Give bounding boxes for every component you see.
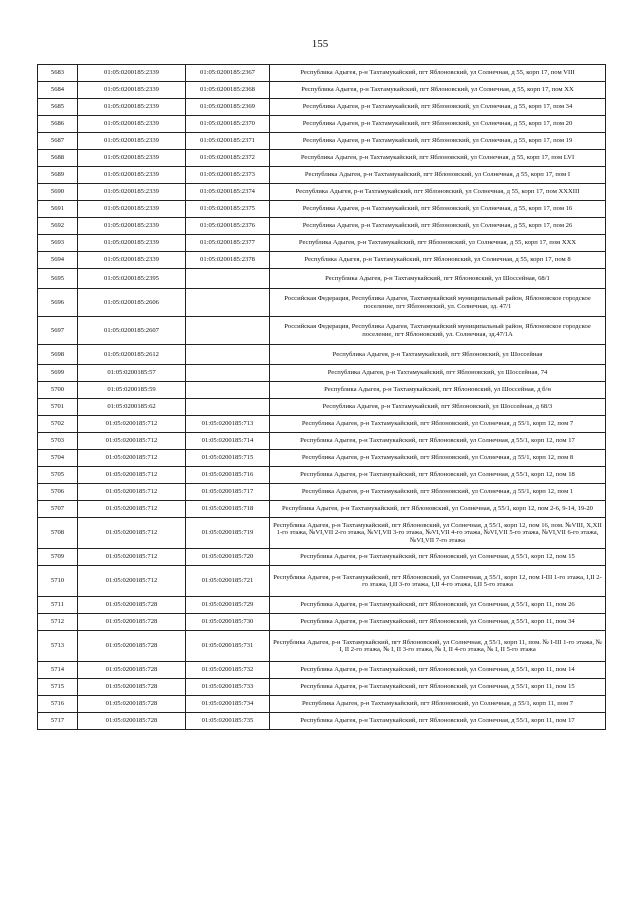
row-number-cell: 5687	[38, 133, 78, 150]
row-number-cell: 5712	[38, 614, 78, 631]
table-row	[38, 218, 606, 235]
row-number-cell: 5689	[38, 167, 78, 184]
parent-cadastral-number-cell: 01:05:0200185:712	[78, 518, 186, 549]
address-cell: Республика Адыгея, р-н Тахтамукайский, пгт Яблоновский, ул Солнечная, д 55, корп 17, пом VIII	[270, 65, 606, 82]
row-number-cell: 5693	[38, 235, 78, 252]
page-number: 155	[311, 38, 329, 50]
cadastral-number-cell: 01:05:0200185:734	[186, 696, 270, 713]
address-cell: Республика Адыгея, р-н Тахтамукайский, пгт Яблоновский, ул Солнечная, д 55, корп 17, пом LVI	[270, 150, 606, 167]
parent-cadastral-number-cell: 01:05:0200185:712	[78, 566, 186, 597]
table-row	[38, 501, 606, 518]
parent-cadastral-number-cell: 01:05:0200185:728	[78, 614, 186, 631]
table-row	[38, 65, 606, 82]
row-number-cell: 5695	[38, 269, 78, 289]
address-cell: Республика Адыгея, р-н Тахтамукайский, пгт Яблоновский, ул Солнечная, д 55, корп 17, пом XXXIII	[270, 184, 606, 201]
address-cell: Республика Адыгея, р-н Тахтамукайский, пгт Яблоновский, ул Солнечная, д 55/1, корп 11, пом 15	[270, 679, 606, 696]
row-number-cell: 5708	[38, 518, 78, 549]
table-row	[38, 679, 606, 696]
parent-cadastral-number-cell: 01:05:0200185:728	[78, 662, 186, 679]
parent-cadastral-number-cell: 01:05:0200185:2339	[78, 133, 186, 150]
address-cell: Республика Адыгея, р-н Тахтамукайский, пгт Яблоновский, ул Солнечная, д 55/1, корп 12, пом I-III 1-го этажа, I,II 2-го этажа, I,II 3-го этажа, I,II 4-го этажа, I,II 5-го этажа	[270, 566, 606, 597]
table-row	[38, 631, 606, 662]
cadastral-number-cell: 01:05:0200185:732	[186, 662, 270, 679]
parent-cadastral-number-cell: 01:05:0200185:712	[78, 433, 186, 450]
row-number-cell: 5713	[38, 631, 78, 662]
table-row	[38, 116, 606, 133]
table-row	[38, 713, 606, 730]
row-number-cell: 5701	[38, 399, 78, 416]
address-cell: Республика Адыгея, р-н Тахтамукайский, пгт Яблоновский, ул Солнечная, д 55/1, корп 11, пом 14	[270, 662, 606, 679]
cadastral-number-cell: 01:05:0200185:2372	[186, 150, 270, 167]
row-number-cell: 5711	[38, 597, 78, 614]
table-row	[38, 382, 606, 399]
table-row	[38, 433, 606, 450]
parent-cadastral-number-cell: 01:05:0200185:2339	[78, 218, 186, 235]
address-cell: Республика Адыгея, р-н Тахтамукайский, пгт Яблоновский, ул Солнечная, д 55/1, корп 11, пом. № I-III 1-го этажа, № I, II 2-го этажа, № I, II 3-го этажа, № I, II 4-го этажа, № I, II 5-го этажа	[270, 631, 606, 662]
address-cell: Республика Адыгея, р-н Тахтамукайский, пгт Яблоновский, ул Солнечная, д 55, корп 17, пом 26	[270, 218, 606, 235]
parent-cadastral-number-cell: 01:05:0200185:62	[78, 399, 186, 416]
row-number-cell: 5704	[38, 450, 78, 467]
address-cell: Республика Адыгея, р-н Тахтамукайский, пгт Яблоновский, ул Солнечная, д 55/1, корп 12, пом 1	[270, 484, 606, 501]
row-number-cell: 5692	[38, 218, 78, 235]
parent-cadastral-number-cell: 01:05:0200185:2606	[78, 289, 186, 317]
address-cell: Республика Адыгея, р-н Тахтамукайский, пгт Яблоновский, ул Солнечная, д 55/1, корп 11, пом 17	[270, 713, 606, 730]
parent-cadastral-number-cell: 01:05:0200185:2339	[78, 235, 186, 252]
row-number-cell: 5706	[38, 484, 78, 501]
parent-cadastral-number-cell: 01:05:0200185:728	[78, 597, 186, 614]
table-body	[38, 65, 606, 730]
parent-cadastral-number-cell: 01:05:0200185:2339	[78, 99, 186, 116]
address-cell: Российская Федерация, Республика Адыгея, Тахтамукайский муниципальный район, Яблоновское городское поселение, пгт Яблоновский, ул. Солнечная, зд.47/1А	[270, 317, 606, 345]
address-cell: Республика Адыгея, р-н Тахтамукайский, пгт Яблоновский, ул Солнечная, д 55, корп 17, пом 19	[270, 133, 606, 150]
parent-cadastral-number-cell: 01:05:0200185:2395	[78, 269, 186, 289]
table-row	[38, 201, 606, 218]
cadastral-number-cell	[186, 399, 270, 416]
address-cell: Республика Адыгея, р-н Тахтамукайский, пгт Яблоновский, ул Солнечная, д 55, корп 17, пом 8	[270, 252, 606, 269]
address-cell: Республика Адыгея, р-н Тахтамукайский, пгт Яблоновский, ул Солнечная, д 55/1, корп 11, пом 34	[270, 614, 606, 631]
table-row	[38, 696, 606, 713]
cadastral-number-cell: 01:05:0200185:2373	[186, 167, 270, 184]
parent-cadastral-number-cell: 01:05:0200185:2607	[78, 317, 186, 345]
table-row	[38, 269, 606, 289]
row-number-cell: 5707	[38, 501, 78, 518]
cadastral-number-cell: 01:05:0200185:729	[186, 597, 270, 614]
table-row	[38, 235, 606, 252]
row-number-cell: 5703	[38, 433, 78, 450]
address-cell: Российская Федерация, Республика Адыгея, Тахтамукайский муниципальный район, Яблоновское городское поселение, пгт Яблоновский, ул. Солнечная, зд. 47/1	[270, 289, 606, 317]
cadastral-number-cell: 01:05:0200185:716	[186, 467, 270, 484]
cadastral-number-cell	[186, 317, 270, 345]
row-number-cell: 5717	[38, 713, 78, 730]
parent-cadastral-number-cell: 01:05:0200185:2339	[78, 150, 186, 167]
parent-cadastral-number-cell: 01:05:0200185:728	[78, 679, 186, 696]
row-number-cell: 5690	[38, 184, 78, 201]
cadastral-number-cell: 01:05:0200185:733	[186, 679, 270, 696]
cadastral-number-cell: 01:05:0200185:2376	[186, 218, 270, 235]
cadastral-number-cell: 01:05:0200185:2374	[186, 184, 270, 201]
parent-cadastral-number-cell: 01:05:0200185:2339	[78, 252, 186, 269]
parent-cadastral-number-cell: 01:05:0200185:728	[78, 696, 186, 713]
parent-cadastral-number-cell: 01:05:0200185:712	[78, 484, 186, 501]
table-row	[38, 167, 606, 184]
row-number-cell: 5705	[38, 467, 78, 484]
table-row	[38, 662, 606, 679]
address-cell: Республика Адыгея, р-н Тахтамукайский, пгт Яблоновский, ул Солнечная, д 55/1, корп 12, пом 15	[270, 549, 606, 566]
address-cell: Республика Адыгея, р-н Тахтамукайский, пгт Яблоновский, ул Солнечная, д 55/1, корп 12, пом 7	[270, 416, 606, 433]
parent-cadastral-number-cell: 01:05:0200185:712	[78, 450, 186, 467]
row-number-cell: 5714	[38, 662, 78, 679]
table-row	[38, 614, 606, 631]
cadastral-number-cell	[186, 289, 270, 317]
table-row	[38, 416, 606, 433]
parent-cadastral-number-cell: 01:05:0200185:728	[78, 631, 186, 662]
address-cell: Республика Адыгея, р-н Тахтамукайский, пгт Яблоновский, ул Шоссейная, д 68/3	[270, 399, 606, 416]
address-cell: Республика Адыгея, р-н Тахтамукайский, пгт Яблоновский, ул Солнечная, д 55, корп 17, пом 20	[270, 116, 606, 133]
parent-cadastral-number-cell: 01:05:0200185:712	[78, 549, 186, 566]
cadastral-number-cell: 01:05:0200185:721	[186, 566, 270, 597]
row-number-cell: 5715	[38, 679, 78, 696]
table-row	[38, 399, 606, 416]
parent-cadastral-number-cell: 01:05:0200185:2612	[78, 345, 186, 365]
address-cell: Республика Адыгея, р-н Тахтамукайский, пгт Яблоновский, ул Солнечная, д 55/1, корп 12, пом 2-6, 9-14, 19-20	[270, 501, 606, 518]
table-row	[38, 345, 606, 365]
parent-cadastral-number-cell: 01:05:0200185:712	[78, 501, 186, 518]
row-number-cell: 5684	[38, 82, 78, 99]
cadastral-number-cell	[186, 269, 270, 289]
parent-cadastral-number-cell: 01:05:0200185:2339	[78, 167, 186, 184]
address-cell: Республика Адыгея, р-н Тахтамукайский, пгт Яблоновский, ул Солнечная, д 55/1, корп 12, пом 17	[270, 433, 606, 450]
cadastral-number-cell: 01:05:0200185:714	[186, 433, 270, 450]
row-number-cell: 5691	[38, 201, 78, 218]
cadastral-number-cell: 01:05:0200185:720	[186, 549, 270, 566]
table-row	[38, 365, 606, 382]
address-cell: Республика Адыгея, р-н Тахтамукайский, пгт Яблоновский, ул Солнечная, д 55/1, корп 12, пом 8	[270, 450, 606, 467]
address-cell: Республика Адыгея, р-н Тахтамукайский, пгт Яблоновский, ул Шоссейная, 68/1	[270, 269, 606, 289]
cadastral-number-cell	[186, 345, 270, 365]
parent-cadastral-number-cell: 01:05:0200185:2339	[78, 65, 186, 82]
cadastral-number-cell: 01:05:0200185:731	[186, 631, 270, 662]
parent-cadastral-number-cell: 01:05:0200185:2339	[78, 82, 186, 99]
cadastral-number-cell: 01:05:0200185:2367	[186, 65, 270, 82]
cadastral-number-cell: 01:05:0200185:2377	[186, 235, 270, 252]
table-row	[38, 99, 606, 116]
address-cell: Республика Адыгея, р-н Тахтамукайский, пгт Яблоновский, ул Солнечная, д 55, корп 17, пом I	[270, 167, 606, 184]
parent-cadastral-number-cell: 01:05:0200185:59	[78, 382, 186, 399]
cadastral-number-cell: 01:05:0200185:2371	[186, 133, 270, 150]
table-row	[38, 597, 606, 614]
cadastral-number-cell: 01:05:0200185:718	[186, 501, 270, 518]
table-row	[38, 289, 606, 317]
row-number-cell: 5698	[38, 345, 78, 365]
row-number-cell: 5683	[38, 65, 78, 82]
parent-cadastral-number-cell: 01:05:0200185:2339	[78, 184, 186, 201]
row-number-cell: 5709	[38, 549, 78, 566]
cadastral-number-cell: 01:05:0200185:719	[186, 518, 270, 549]
address-cell: Республика Адыгея, р-н Тахтамукайский, пгт Яблоновский, ул Солнечная, д 55/1, корп 12, пом 18	[270, 467, 606, 484]
cadastral-number-cell: 01:05:0200185:2370	[186, 116, 270, 133]
row-number-cell: 5685	[38, 99, 78, 116]
address-cell: Республика Адыгея, р-н Тахтамукайский, пгт Яблоновский, ул Солнечная, д 55, корп 17, пом XX	[270, 82, 606, 99]
row-number-cell: 5688	[38, 150, 78, 167]
row-number-cell: 5716	[38, 696, 78, 713]
parent-cadastral-number-cell: 01:05:0200185:2339	[78, 201, 186, 218]
cadastral-number-cell: 01:05:0200185:2378	[186, 252, 270, 269]
cadastral-number-cell: 01:05:0200185:713	[186, 416, 270, 433]
table-row	[38, 467, 606, 484]
address-cell: Республика Адыгея, р-н Тахтамукайский, пгт Яблоновский, ул Солнечная, д 55/1, корп 12, пом 16, пом. №VIII, X,XII 1-го этажа, №VI,VII 2-го этажа, №VI,VII 3-го этажа, №VI,VII 4-го этажа, №VI,VII 5-го этажа, №VI,VII 6-го этажа, №VI,VII 7-го этажа	[270, 518, 606, 549]
address-cell: Республика Адыгея, р-н Тахтамукайский, пгт Яблоновский, ул Солнечная, д 55/1, корп 11, пом 7	[270, 696, 606, 713]
cadastral-number-cell: 01:05:0200185:2369	[186, 99, 270, 116]
parent-cadastral-number-cell: 01:05:0200185:712	[78, 467, 186, 484]
row-number-cell: 5696	[38, 289, 78, 317]
parent-cadastral-number-cell: 01:05:0200185:728	[78, 713, 186, 730]
table-row	[38, 549, 606, 566]
table-row	[38, 450, 606, 467]
table-row	[38, 518, 606, 549]
address-cell: Республика Адыгея, р-н Тахтамукайский, пгт Яблоновский, ул Солнечная, д 55, корп 17, пом 34	[270, 99, 606, 116]
address-cell: Республика Адыгея, р-н Тахтамукайский, пгт Яблоновский, ул Солнечная, д 55, корп 17, пом 16	[270, 201, 606, 218]
address-cell: Республика Адыгея, р-н Тахтамукайский, пгт Яблоновский, ул Шоссейная, д б/н	[270, 382, 606, 399]
table-row	[38, 252, 606, 269]
table-row	[38, 150, 606, 167]
cadastral-number-cell: 01:05:0200185:735	[186, 713, 270, 730]
cadastral-number-cell: 01:05:0200185:715	[186, 450, 270, 467]
row-number-cell: 5699	[38, 365, 78, 382]
table-row	[38, 484, 606, 501]
parent-cadastral-number-cell: 01:05:0200185:57	[78, 365, 186, 382]
address-cell: Республика Адыгея, р-н Тахтамукайский, пгт Яблоновский, ул Солнечная, д 55/1, корп 11, пом 26	[270, 597, 606, 614]
row-number-cell: 5686	[38, 116, 78, 133]
table-row	[38, 82, 606, 99]
parent-cadastral-number-cell: 01:05:0200185:2339	[78, 116, 186, 133]
table-row	[38, 133, 606, 150]
table-row	[38, 566, 606, 597]
row-number-cell: 5710	[38, 566, 78, 597]
cadastral-number-cell: 01:05:0200185:730	[186, 614, 270, 631]
cadastral-number-cell	[186, 365, 270, 382]
row-number-cell: 5702	[38, 416, 78, 433]
row-number-cell: 5700	[38, 382, 78, 399]
address-cell: Республика Адыгея, р-н Тахтамукайский, пгт Яблоновский, ул Шоссейная	[270, 345, 606, 365]
row-number-cell: 5694	[38, 252, 78, 269]
table-row	[38, 317, 606, 345]
cadastral-number-cell	[186, 382, 270, 399]
address-cell: Республика Адыгея, р-н Тахтамукайский, пгт Яблоновский, ул Солнечная, д 55, корп 17, пом XXX	[270, 235, 606, 252]
cadastral-number-cell: 01:05:0200185:2375	[186, 201, 270, 218]
table-row	[38, 184, 606, 201]
cadastral-number-cell: 01:05:0200185:717	[186, 484, 270, 501]
row-number-cell: 5697	[38, 317, 78, 345]
address-cell: Республика Адыгея, р-н Тахтамукайский, пгт Яблоновский, ул Шоссейная, 74	[270, 365, 606, 382]
parent-cadastral-number-cell: 01:05:0200185:712	[78, 416, 186, 433]
cadastral-table	[37, 64, 606, 730]
cadastral-number-cell: 01:05:0200185:2368	[186, 82, 270, 99]
